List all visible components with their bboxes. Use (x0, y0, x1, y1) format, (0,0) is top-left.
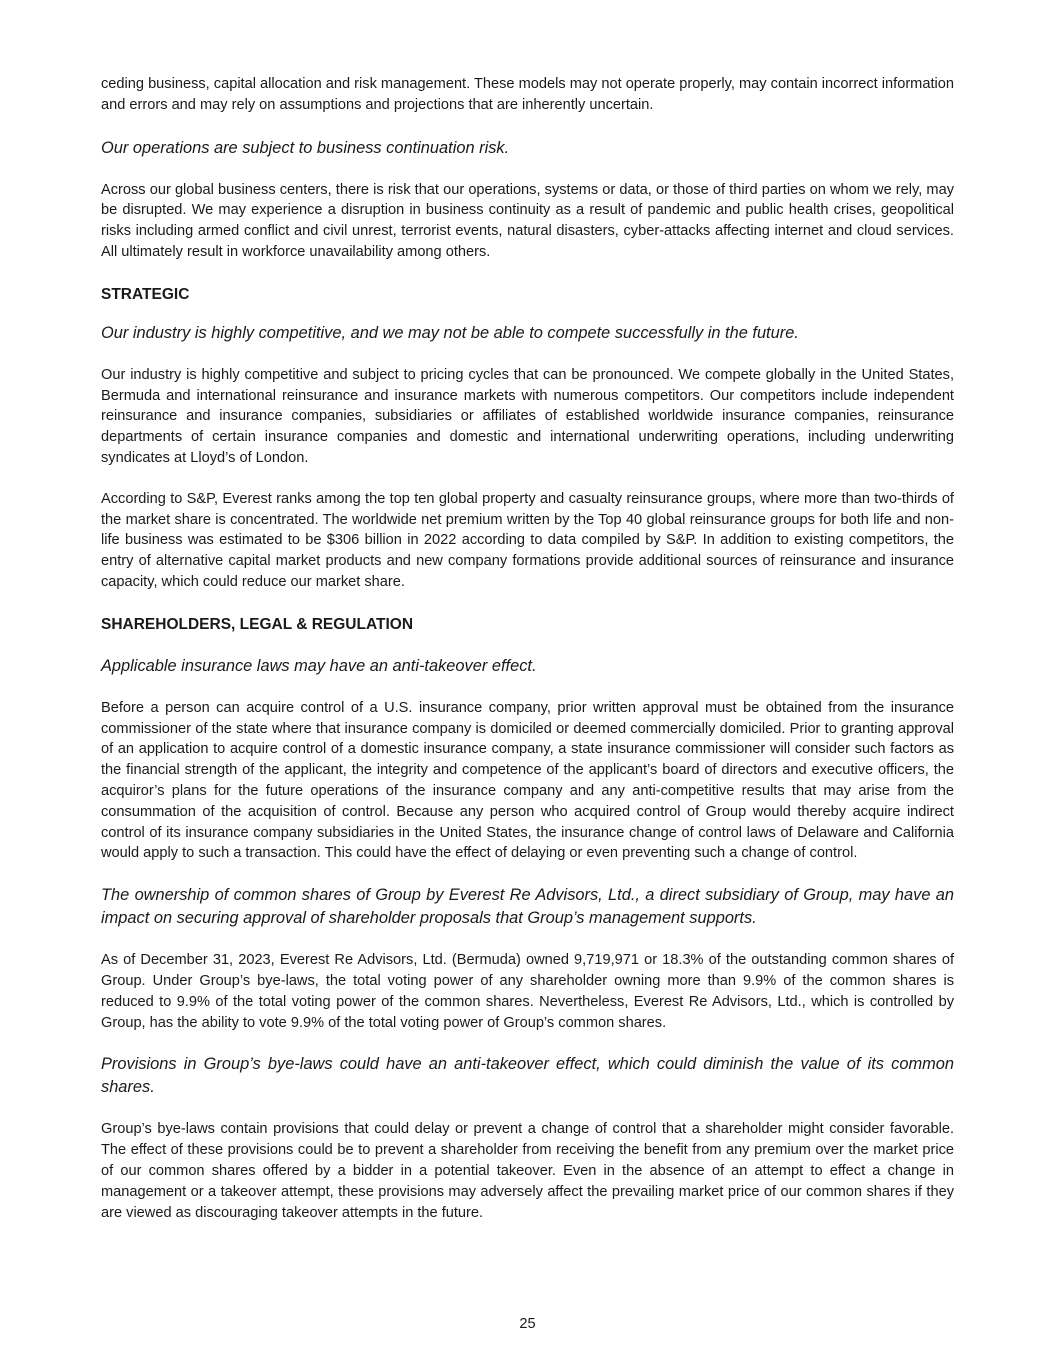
paragraph-bye-laws-effect: Group’s bye-laws contain provisions that could delay or prevent a change of control that a shareholder might consider favorable. The effect of these provisions could be to prevent a shareholder from receiving the benefit from any premium over the market price of our common shares offered by a bidder in a potential takeover. Even in the absence of an attempt to effect a change in management or a takeover attempt, these provisions may adversely affect the prevailing market price of our common shares if they are viewed as discouraging takeover attempts in the future. (101, 1121, 954, 1221)
subheading-bye-laws-provisions: Provisions in Group’s bye-laws could have an anti-takeover effect, which could diminish the value of its common shares. (101, 1055, 954, 1097)
paragraph-market-share: According to S&P, Everest ranks among the top ten global property and casualty reinsurance groups, where more than two-thirds of the market share is concentrated. The worldwide net premium written by the Top 40 global reinsurance groups for both life and non-life business was estimated to be $306 billion in 2022 according to data compiled by S&P. In addition to existing competitors, the entry of alternative capital market products and new company formations provide additional sources of reinsurance and insurance capacity, which could reduce our market share. (101, 490, 954, 590)
paragraph-voting-power: As of December 31, 2023, Everest Re Advisors, Ltd. (Bermuda) owned 9,719,971 or 18.3% of the outstanding common shares of Group. Under Group’s bye-laws, the total voting power of any shareholder owning more than 9.9% of the common shares is reduced to 9.9% of the total voting power of the common shares. Nevertheless, Everest Re Advisors, Ltd., which is controlled by Group, has the ability to vote 9.9% of the total voting power of Group’s common shares. (101, 952, 954, 1031)
paragraph-industry-competitive: Our industry is highly competitive and subject to pricing cycles that can be pronounced. We compete globally in the United States, Bermuda and international reinsurance and insurance markets with numerous competitors. Our competitors include independent reinsurance and insurance companies, subsidiaries or affiliates of established worldwide insurance companies, reinsurance departments of certain insurance companies and domestic and international underwriting operations, including underwriting syndicates at Lloyd’s of London. (101, 366, 954, 466)
paragraph-business-continuation: Across our global business centers, there is risk that our operations, systems or data, or those of third parties on whom we rely, may be disrupted. We may experience a disruption in business continuity as a result of pandemic and public health crises, geopolitical risks including armed conflict and civil unrest, terrorist events, natural disasters, cyber-attacks affecting internet and cloud services. All ultimately result in workforce unavailability among others. (101, 181, 954, 260)
section-heading-shareholders-legal-regulation: SHAREHOLDERS, LEGAL & REGULATION (101, 615, 414, 633)
document-page (101, 74, 954, 1223)
paragraph-insurance-control-approval: Before a person can acquire control of a U.S. insurance company, prior written approval must be obtained from the insurance commissioner of the state where that insurance company is domiciled or deemed commercially domiciled. Prior to granting approval of an application to acquire control of a domestic insurance company, a state insurance commissioner will consider such factors as the financial strength of the applicant, the integrity and competence of the applicant’s board of directors and executive officers, the acquiror’s plans for the future operations of the insurance company and any anti-competitive results that may arise from the consummation of the acquisition of control. Because any person who acquired control of Group would thereby acquire indirect control of its insurance company subsidiaries in the United States, the insurance change of control laws of Delaware and California would apply to such a transaction. This could have the effect of delaying or even preventing such a change of control. (101, 699, 954, 862)
section-heading-strategic: STRATEGIC (101, 285, 190, 303)
subheading-competition: Our industry is highly competitive, and we may not be able to compete successfully in the future. (101, 323, 799, 342)
subheading-business-continuation: Our operations are subject to business continuation risk. (101, 138, 510, 157)
subheading-ownership-common-shares: The ownership of common shares of Group by Everest Re Advisors, Ltd., a direct subsidiary of Group, may have an impact on securing approval of shareholder proposals that Group’s management supports. (101, 886, 954, 928)
paragraph-models-continued: ceding business, capital allocation and risk management. These models may not operate properly, may contain incorrect information and errors and may rely on assumptions and projections that are inherently uncertain. (101, 76, 954, 113)
page-number: 25 (519, 1316, 536, 1332)
subheading-anti-takeover-laws: Applicable insurance laws may have an anti-takeover effect. (101, 656, 537, 675)
